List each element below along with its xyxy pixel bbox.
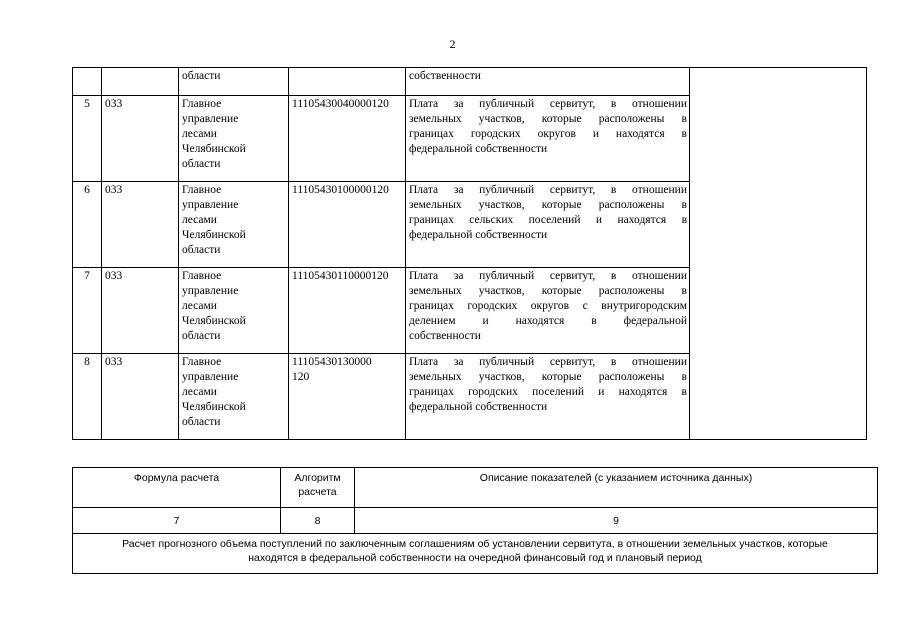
note-row bbox=[73, 534, 878, 574]
cell-description bbox=[406, 96, 690, 182]
cell-code: 033 bbox=[102, 182, 179, 268]
cell-name bbox=[179, 354, 289, 440]
number-algorithm: 8 bbox=[281, 508, 355, 534]
cell-name-line: лесами bbox=[182, 300, 217, 312]
cell-name-line: Главное bbox=[182, 184, 222, 196]
cell-description-line: границах городских округов с внутригородским bbox=[409, 300, 687, 312]
cell-name-line: Главное bbox=[182, 270, 222, 282]
cell-name-line: Челябинской bbox=[182, 315, 246, 327]
cell-description-line: границах сельских поселений и находятся в bbox=[409, 214, 687, 226]
cell-num: 8 bbox=[73, 354, 102, 440]
header-row bbox=[73, 468, 878, 508]
cell-name-line: области bbox=[182, 416, 221, 428]
cell-description-line: делением и находятся в федеральной bbox=[409, 315, 687, 327]
cell-num: 5 bbox=[73, 96, 102, 182]
number-description: 9 bbox=[355, 508, 878, 534]
header-formula: Формула расчета bbox=[73, 468, 281, 508]
cell-name-line: области bbox=[182, 330, 221, 342]
cell-description-line: земельных участков, которые расположены в bbox=[409, 285, 687, 297]
cell-code bbox=[102, 68, 179, 96]
cell-name-line: Главное bbox=[182, 356, 222, 368]
note-cell bbox=[73, 534, 878, 574]
cell-name-line: Главное bbox=[182, 98, 222, 110]
cell-description-line: Плата за публичный сервитут, в отношении bbox=[409, 356, 687, 368]
cell-description-line: земельных участков, которые расположены в bbox=[409, 371, 687, 383]
cell-kbk-line: 11105430040000120 bbox=[292, 98, 389, 110]
cell-name-line: управление bbox=[182, 199, 239, 211]
cell-description-line: Плата за публичный сервитут, в отношении bbox=[409, 98, 687, 110]
cell-name-line: лесами bbox=[182, 128, 217, 140]
cell-name-line: управление bbox=[182, 371, 239, 383]
calculation-method-table bbox=[72, 467, 878, 574]
cell-empty-extra-column bbox=[690, 68, 867, 440]
cell-kbk-line: 11105430110000120 bbox=[292, 270, 389, 282]
cell-description bbox=[406, 354, 690, 440]
cell-code: 033 bbox=[102, 354, 179, 440]
note-line1: Расчет прогнозного объема поступлений по заключенным соглашениям об установлении сервитута, в отношении земельных участков, которые bbox=[122, 538, 828, 550]
cell-description-line: Плата за публичный сервитут, в отношении bbox=[409, 184, 687, 196]
cell-num: 6 bbox=[73, 182, 102, 268]
cell-kbk bbox=[289, 96, 406, 182]
cell-name-line: лесами bbox=[182, 386, 217, 398]
cell-name bbox=[179, 182, 289, 268]
table-row-continued bbox=[73, 68, 867, 96]
cell-description-line: федеральной собственности bbox=[409, 401, 548, 413]
page-number: 2 bbox=[449, 37, 456, 51]
header-algorithm-line2: расчета bbox=[298, 486, 337, 498]
cell-num: 7 bbox=[73, 268, 102, 354]
header-algorithm bbox=[281, 468, 355, 508]
cell-kbk bbox=[289, 268, 406, 354]
header-description: Описание показателей (с указанием источника данных) bbox=[355, 468, 878, 508]
revenue-sources-table bbox=[72, 67, 867, 440]
cell-description bbox=[406, 182, 690, 268]
cell-description: собственности bbox=[406, 68, 690, 96]
cell-name-line: управление bbox=[182, 113, 239, 125]
cell-kbk-line: 11105430130000 bbox=[292, 356, 372, 368]
cell-name bbox=[179, 268, 289, 354]
cell-description-line: федеральной собственности bbox=[409, 229, 548, 241]
cell-description-line: федеральной собственности bbox=[409, 143, 548, 155]
cell-num bbox=[73, 68, 102, 96]
cell-name-line: Челябинской bbox=[182, 143, 246, 155]
cell-name: области bbox=[179, 68, 289, 96]
cell-description-line: границах городских поселений и находятся в bbox=[409, 386, 687, 398]
cell-name-line: Челябинской bbox=[182, 401, 246, 413]
cell-name-line: области bbox=[182, 158, 221, 170]
cell-description-line: земельных участков, которые расположены в bbox=[409, 199, 687, 211]
cell-code: 033 bbox=[102, 268, 179, 354]
column-number-row bbox=[73, 508, 878, 534]
cell-name-line: Челябинской bbox=[182, 229, 246, 241]
cell-code: 033 bbox=[102, 96, 179, 182]
cell-kbk bbox=[289, 354, 406, 440]
note-line2: находятся в федеральной собственности на очередной финансовый год и плановый период bbox=[248, 552, 702, 564]
cell-description-line: собственности bbox=[409, 330, 481, 342]
cell-description-line: земельных участков, которые расположены в bbox=[409, 113, 687, 125]
cell-kbk-line: 120 bbox=[292, 371, 310, 383]
cell-name bbox=[179, 96, 289, 182]
cell-kbk-line: 11105430100000120 bbox=[292, 184, 389, 196]
cell-name-line: лесами bbox=[182, 214, 217, 226]
cell-description-line: Плата за публичный сервитут, в отношении bbox=[409, 270, 687, 282]
number-formula: 7 bbox=[73, 508, 281, 534]
cell-kbk bbox=[289, 68, 406, 96]
cell-name-line: области bbox=[182, 244, 221, 256]
header-algorithm-line1: Алгоритм bbox=[294, 472, 341, 484]
cell-description-line: границах городских округов и находятся в bbox=[409, 128, 687, 140]
cell-name-line: управление bbox=[182, 285, 239, 297]
cell-kbk bbox=[289, 182, 406, 268]
cell-description bbox=[406, 268, 690, 354]
